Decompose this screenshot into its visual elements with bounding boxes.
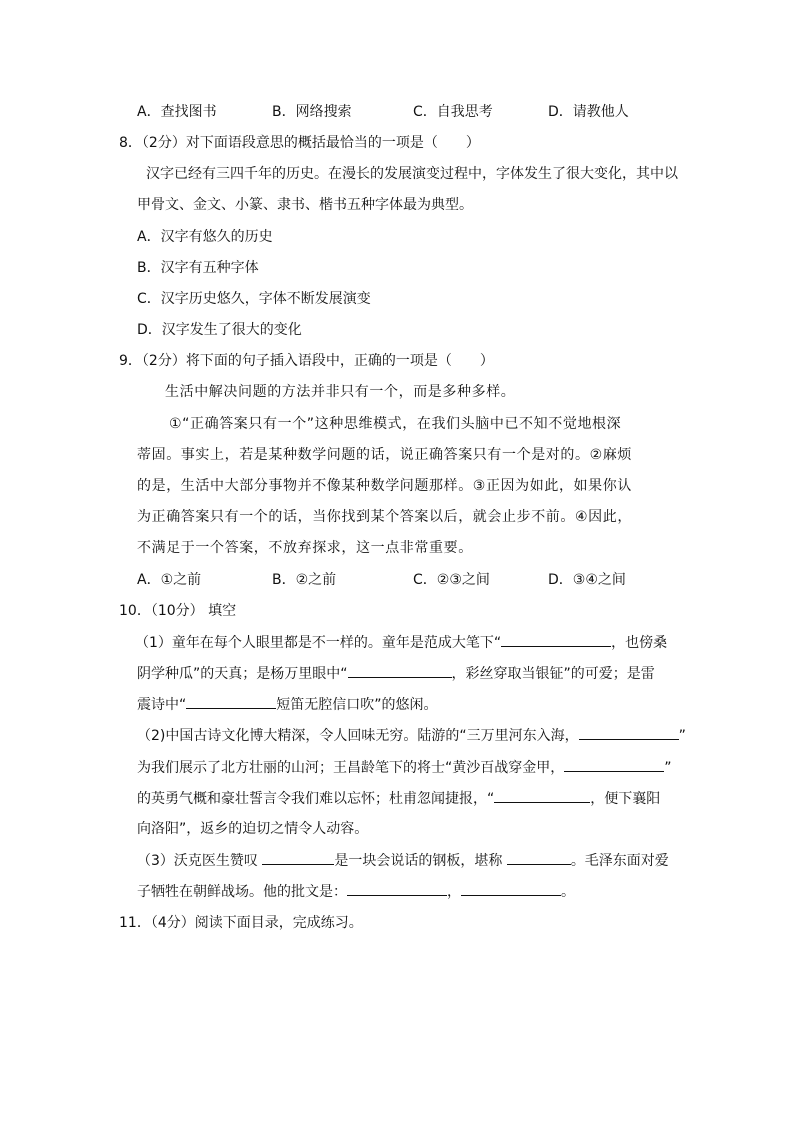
q7-option-b[interactable]: B．网络搜索	[272, 104, 352, 120]
q9-option-c[interactable]: C．②③之间	[413, 572, 490, 588]
q9-insert-sentence: 生活中解决问题的方法并非只有一个，而是多种多样。	[165, 384, 516, 400]
fill-blank[interactable]	[494, 788, 590, 803]
q8-option-b[interactable]: B．汉字有五种字体	[137, 260, 259, 276]
q8-stem: 8．（2分）对下面语段意思的概括最恰当的一项是（ ）	[119, 135, 480, 151]
q9-passage-line: ①“正确答案只有一个”这种思维模式，在我们头脑中已不知不觉地根深	[169, 416, 622, 432]
fill-blank[interactable]	[564, 757, 664, 772]
q9-passage-line: 为正确答案只有一个的话，当你找到某个答案以后，就会止步不前。④因此，	[137, 509, 632, 525]
q9-option-a[interactable]: A．①之前	[137, 572, 202, 588]
q10-p3-line: 子牺牲在朝鲜战场。他的批文是： ， 。	[137, 881, 575, 902]
q10-p2-line: 为我们展示了北方壮丽的山河；王昌龄笔下的将士“黄沙百战穿金甲， ”	[137, 757, 672, 778]
q10-stem: 10．（10分） 填空	[119, 603, 237, 619]
q9-passage-line: 蒂固。事实上，若是某种数学问题的话，说正确答案只有一个是对的。②麻烦	[137, 447, 632, 463]
fill-blank[interactable]	[186, 694, 276, 709]
fill-blank[interactable]	[262, 850, 334, 865]
fill-blank[interactable]	[507, 850, 571, 865]
q8-passage-line: 汉字已经有三四千年的历史。在漫长的发展演变过程中，字体发生了很大变化，其中以	[146, 166, 678, 182]
fill-blank[interactable]	[461, 881, 561, 896]
q10-p2-line: （2)中国古诗文化博大精深，令人回味无穷。陆游的“三万里河东入海， ”	[137, 725, 686, 746]
q8-passage-line: 甲骨文、金文、小篆、隶书、楷书五种字体最为典型。	[137, 197, 473, 213]
q10-p2-line: 向洛阳”，返乡的迫切之情令人动容。	[137, 821, 369, 837]
q9-stem: 9．（2分）将下面的句子插入语段中，正确的一项是（ ）	[119, 353, 494, 369]
q10-p1-line: （1）童年在每个人眼里都是不一样的。童年是范成大笔下“ ，也傍桑	[135, 632, 667, 653]
q9-passage-line: 的是，生活中大部分事物并不像某种数学问题那样。③正因为如此，如果你认	[137, 478, 632, 494]
q8-option-d[interactable]: D．汉字发生了很大的变化	[137, 322, 302, 338]
q8-option-a[interactable]: A．汉字有悠久的历史	[137, 229, 273, 245]
q7-option-c[interactable]: C．自我思考	[413, 104, 493, 120]
q9-passage-line: 不满足于一个答案，不放弃探求，这一点非常重要。	[137, 540, 473, 556]
q10-p3-line: （3）沃克医生赞叹 是一块会说话的钢板，堪称 。毛泽东面对爱	[137, 850, 669, 871]
q9-option-b[interactable]: B．②之前	[272, 572, 337, 588]
fill-blank[interactable]	[347, 881, 447, 896]
q7-options	[137, 102, 697, 122]
fill-blank[interactable]	[579, 725, 679, 740]
q10-p2-line: 的英勇气概和豪壮誓言令我们难以忘怀；杜甫忽闻捷报，“ ，便下襄阳	[137, 788, 660, 809]
fill-blank[interactable]	[501, 632, 611, 647]
q10-p1-line: 震诗中“ 短笛无腔信口吹”的悠闲。	[137, 694, 438, 715]
fill-blank[interactable]	[348, 663, 452, 678]
q9-options	[137, 570, 697, 590]
q11-stem: 11．（4分）阅读下面目录，完成练习。	[119, 915, 363, 931]
q7-option-d[interactable]: D．请教他人	[548, 104, 629, 120]
q10-p1-line: 阴学种瓜”的天真；是杨万里眼中“ ，彩丝穿取当银钲”的可爱；是雷	[137, 663, 655, 684]
q7-option-a[interactable]: A．查找图书	[137, 104, 217, 120]
q8-option-c[interactable]: C．汉字历史悠久，字体不断发展演变	[137, 291, 371, 307]
q9-option-d[interactable]: D．③④之间	[548, 572, 626, 588]
